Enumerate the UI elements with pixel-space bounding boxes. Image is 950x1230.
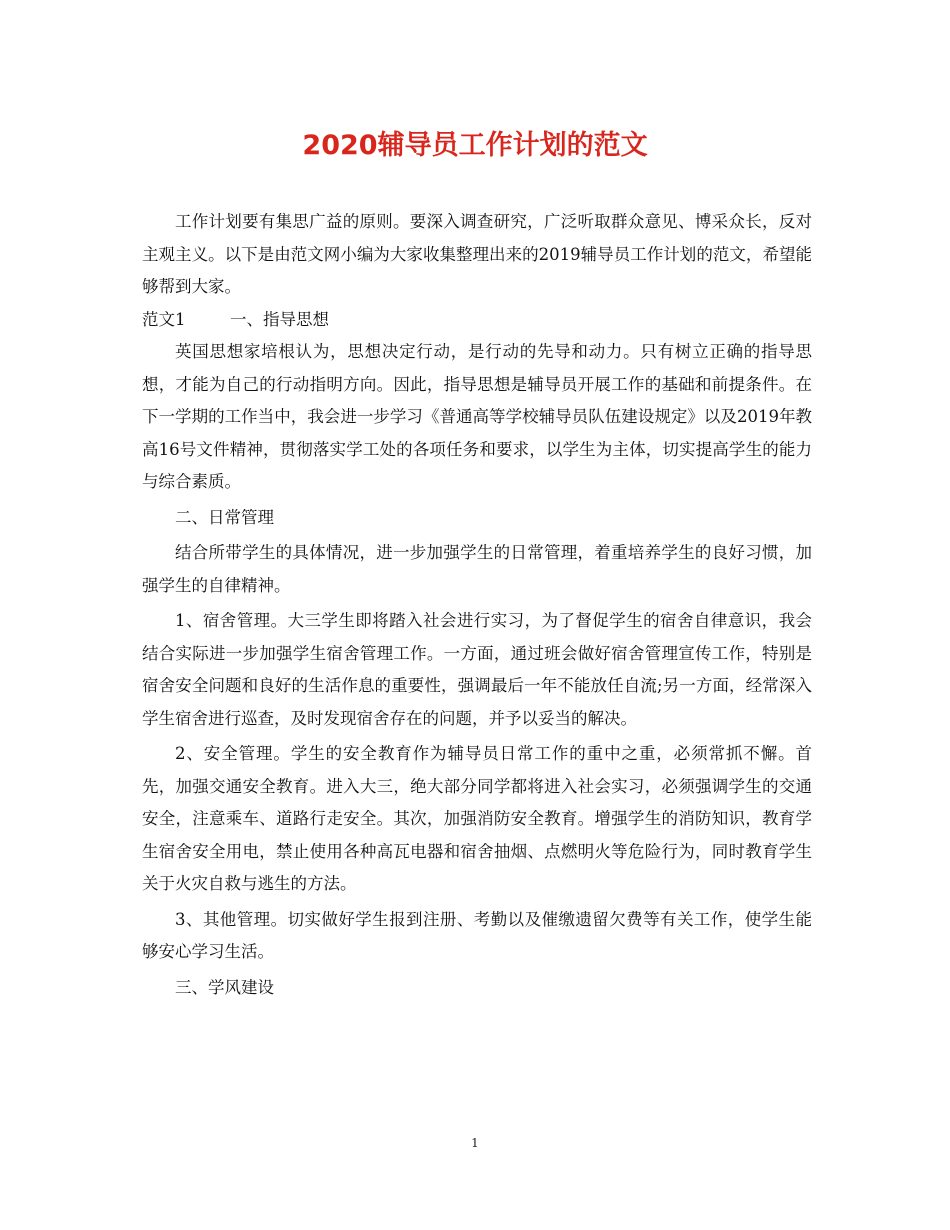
paragraph-other-management: 3、其他管理。切实做好学生报到注册、考勤以及催缴遗留欠费等有关工作，使学生能够安心学习生活。 <box>142 909 812 961</box>
heading-daily-management: 二、日常管理 <box>175 507 274 527</box>
document-title: 2020辅导员工作计划的范文 <box>302 130 648 161</box>
heading-guiding-ideology: 一、指导思想 <box>230 309 329 329</box>
intro-paragraph: 工作计划要有集思广益的原则。要深入调查研究，广泛听取群众意见、博采众长，反对主观主义。以下是由范文网小编为大家收集整理出来的2019辅导员工作计划的范文，希望能够帮到大家。 <box>142 212 812 296</box>
paragraph-safety-management: 2、安全管理。学生的安全教育作为辅导员日常工作的重中之重，必须常抓不懈。首先，加强交通安全教育。进入大三，绝大部分同学都将进入社会实习，必须强调学生的交通安全，注意乘车、道路行走安全。其次，加强消防安全教育。增强学生的消防知识，教育学生宿舍安全用电，禁止使用各种高瓦电器和宿舍抽烟、点燃明火等危险行为，同时教育学生关于火灾自救与逃生的方法。 <box>142 744 812 893</box>
paragraph-dorm-management: 1、宿舍管理。大三学生即将踏入社会进行实习，为了督促学生的宿舍自律意识，我会结合实际进一步加强学生宿舍管理工作。一方面，通过班会做好宿舍管理宣传工作，特别是宿舍安全问题和良好的生活作息的重要性，强调最后一年不能放任自流;另一方面，经常深入学生宿舍进行巡查，及时发现宿舍存在的问题，并予以妥当的解决。 <box>142 611 812 728</box>
sample-label: 范文1 <box>142 309 186 329</box>
document-body <box>142 206 812 1004</box>
paragraph-daily-management: 结合所带学生的具体情况，进一步加强学生的日常管理，着重培养学生的良好习惯，加强学生的自律精神。 <box>142 543 812 595</box>
paragraph-guiding-ideology: 英国思想家培根认为，思想决定行动，是行动的先导和动力。只有树立正确的指导思想，才能为自己的行动指明方向。因此，指导思想是辅导员开展工作的基础和前提条件。在下一学期的工作当中，我会进一步学习《普通高等学校辅导员队伍建设规定》以及2019年教高16号文件精神，贯彻落实学工处的各项任务和要求，以学生为主体，切实提高学生的能力与综合素质。 <box>142 342 812 491</box>
sample-heading <box>142 304 812 337</box>
page-number: 1 <box>471 1136 479 1150</box>
heading-study-style: 三、学风建设 <box>175 977 274 997</box>
